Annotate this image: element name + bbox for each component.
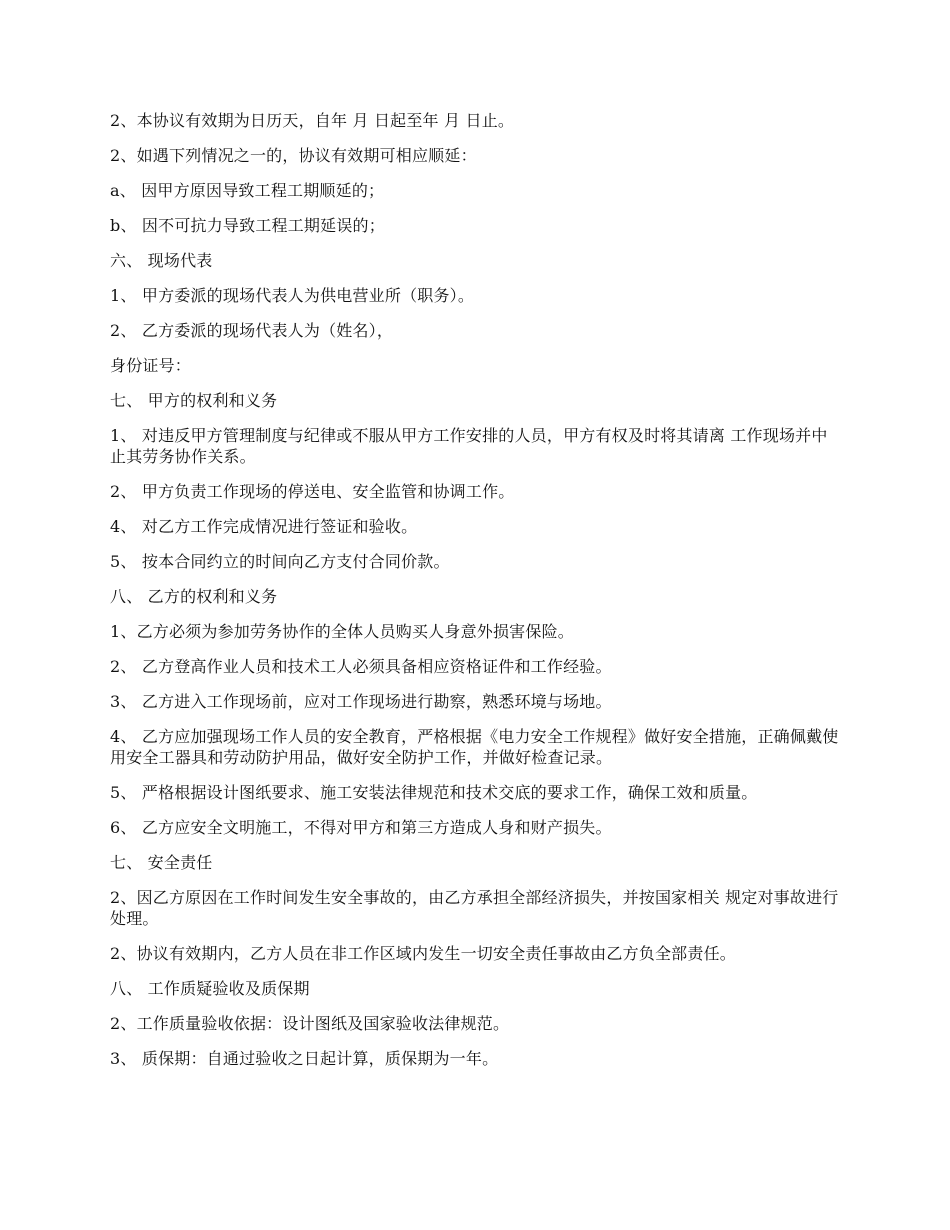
clause-party-a-power-safety: 2、 甲方负责工作现场的停送电、安全监管和协调工作。 xyxy=(110,482,515,501)
clause-party-a-payment: 5、 按本合同约立的时间向乙方支付合同价款。 xyxy=(110,552,450,571)
clause-extension-conditions: 2、如遇下列情况之一的，协议有效期可相应顺延： xyxy=(110,146,477,165)
clause-accident-liability: 2、因乙方原因在工作时间发生安全事故的，由乙方承担全部经济损失，并按国家相关 规定对事故进行处理。 xyxy=(110,888,839,928)
clause-party-a-acceptance: 4、 对乙方工作完成情况进行签证和验收。 xyxy=(110,517,418,536)
clause-party-b-safety-education: 4、 乙方应加强现场工作人员的安全教育，严格根据《电力安全工作规程》做好安全措施，正确佩戴使用安全工器具和劳动防护用品，做好安全防护工作，并做好检查记录。 xyxy=(110,727,839,767)
clause-acceptance-basis: 2、工作质量验收依据：设计图纸及国家验收法律规范。 xyxy=(110,1014,510,1033)
section-heading-site-representative: 六、 现场代表 xyxy=(110,251,213,270)
section-heading-quality-warranty: 八、 工作质疑验收及质保期 xyxy=(110,979,310,998)
clause-warranty-period: 3、 质保期：自通过验收之日起计算，质保期为一年。 xyxy=(110,1049,499,1068)
section-heading-safety-responsibility: 七、 安全责任 xyxy=(110,853,213,872)
clause-extension-b: b、 因不可抗力导致工程工期延误的； xyxy=(110,216,385,235)
id-number-line: 身份证号： xyxy=(110,356,192,375)
clause-validity-period: 2、本协议有效期为日历天，自年 月 日起至年 月 日止。 xyxy=(110,111,515,130)
clause-party-b-design-compliance: 5、 严格根据设计图纸要求、施工安装法律规范和技术交底的要求工作，确保工效和质量。 xyxy=(110,783,758,802)
section-heading-party-b-rights: 八、 乙方的权利和义务 xyxy=(110,587,278,606)
clause-party-a-dismissal: 1、 对违反甲方管理制度与纪律或不服从甲方工作安排的人员，甲方有权及时将其请离 工作现场并中止其劳务协作关系。 xyxy=(110,426,828,466)
clause-party-b-qualifications: 2、 乙方登高作业人员和技术工人必须具备相应资格证件和工作经验。 xyxy=(110,657,612,676)
clause-party-b-site-survey: 3、 乙方进入工作现场前，应对工作现场进行勘察，熟悉环境与场地。 xyxy=(110,692,612,711)
clause-party-b-insurance: 1、乙方必须为参加劳务协作的全体人员购买人身意外损害保险。 xyxy=(110,622,574,641)
clause-non-work-area-liability: 2、协议有效期内，乙方人员在非工作区域内发生一切安全责任事故由乙方负全部责任。 xyxy=(110,944,736,963)
section-heading-party-a-rights: 七、 甲方的权利和义务 xyxy=(110,391,278,410)
clause-party-b-representative: 2、 乙方委派的现场代表人为（姓名）， xyxy=(110,321,394,340)
clause-party-b-civilized-construction: 6、 乙方应安全文明施工，不得对甲方和第三方造成人身和财产损失。 xyxy=(110,818,612,837)
clause-extension-a: a、 因甲方原因导致工程工期顺延的； xyxy=(110,181,385,200)
clause-party-a-representative: 1、 甲方委派的现场代表人为供电营业所（职务）。 xyxy=(110,286,475,305)
